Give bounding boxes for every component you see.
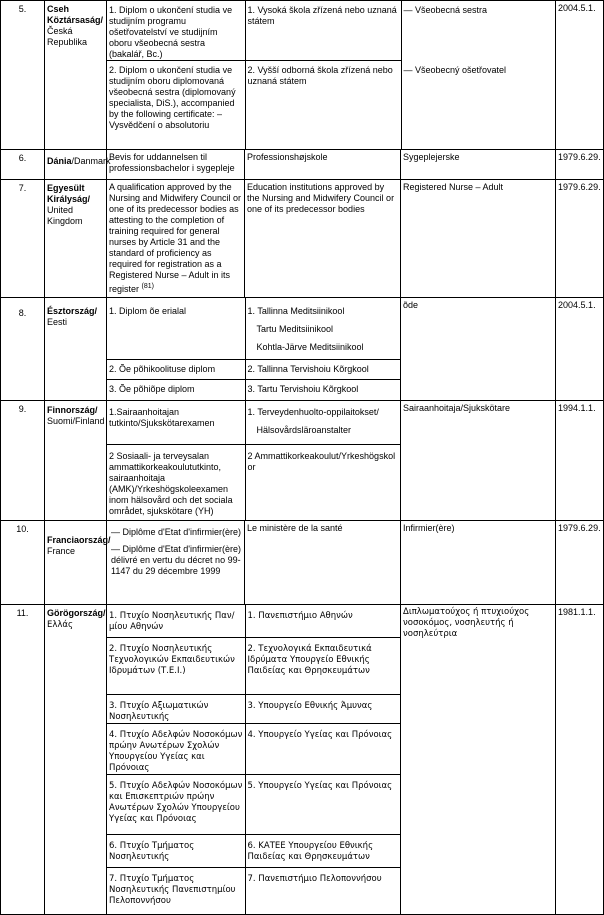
diploma-title — [107, 520, 245, 604]
professional-title: Sygeplejerske — [401, 149, 556, 179]
sub-rows-cell — [107, 604, 401, 914]
sub-rows-cell — [107, 297, 401, 400]
professional-title: Διπλωματούχος ή πτυχιούχος νοσοκόμος, νοσηλευτής ή νοσηλεύτρια — [401, 604, 556, 914]
professional-title: õde — [401, 297, 556, 400]
awarding-body: 2. Vyšší odborná škola zřízená nebo uznaná státem — [245, 61, 401, 149]
country-name-hu: Dánia — [47, 155, 72, 166]
diploma-title: Bevis for uddannelsen til professionsbachelor i sygepleje — [107, 149, 245, 179]
country-name-hu: Egyesült Királyság/ — [47, 182, 91, 204]
diploma-title: 2. Diplom o ukončení studia ve studijním oboru diplomovaná všeobecná sestra (diplomovaný specialista, DiS.), accompanied by the following certificate: – Vysvědčení o absolutoriu — [107, 61, 245, 149]
diploma-title: 4. Πτυχίο Αδελφών Νοσοκόμων πρώην Ανωτέρων Σχολών Υπουργείου Υγείας και Πρόνοιας — [107, 724, 245, 775]
awarding-body: 6. ΚΑΤΕΕ Υπουργείου Εθνικής Παιδείας και Θρησκευμάτων — [245, 835, 401, 868]
awarding-body: 2. Τεχνολογικά Εκπαιδευτικά Ιδρύματα Υπουργείο Εθνικής Παιδείας και Θρησκευμάτων — [245, 638, 401, 695]
row-number: 11. — [16, 607, 29, 618]
awarding-body: 7. Πανεπιστήμιο Πελοποννήσου — [247, 874, 382, 884]
country-name-local: United Kingdom — [47, 204, 83, 226]
date: 1981.1.1. — [558, 606, 596, 617]
awarding-body: Education institutions approved by the Nursing and Midwifery Council or one of its predecessor bodies — [245, 179, 401, 297]
awarding-body: Professionshøjskole — [245, 149, 401, 179]
awarding-body: 1. Πανεπιστήμιο Αθηνών — [245, 605, 401, 638]
institution: Hälsovårdsläroanstalter — [256, 424, 352, 435]
date-cell — [556, 1, 604, 150]
row-number: 5. — [18, 4, 27, 14]
row-number: 6. — [18, 152, 27, 163]
awarding-body — [245, 401, 401, 445]
diploma-title: 1. Diplom õe erialal — [107, 298, 245, 360]
diploma-title: 2. Õe põhikoolituse diplom — [107, 360, 245, 380]
row-number: 7. — [18, 182, 27, 193]
diploma-title: 6. Πτυχίο Τμήματος Νοσηλευτικής — [107, 835, 245, 868]
table-row — [1, 179, 604, 297]
table-row — [1, 604, 604, 914]
country-name-local: Eesti — [47, 316, 68, 327]
institution: Kohtla-Järve Meditsiinikool — [256, 341, 364, 352]
country-name-local: Ελλάς — [47, 619, 74, 630]
diploma-option: — Diplôme d'Etat d'infirmier(ère) délivré en vertu du décret no 99-1147 du 29 décembre 1999 — [111, 543, 241, 576]
professional-title: — Všeobecná sestra — [403, 5, 488, 15]
country-name-hu: Finnország/ — [47, 404, 98, 415]
sub-rows-cell — [107, 400, 401, 520]
country-name-local: France — [47, 545, 76, 556]
country-name-hu: Cseh Köztársaság/ — [47, 4, 104, 25]
diploma-title: 1. Diplom o ukončení studia ve studijním programu ošetřovatelství ve studijním oboru všeobecná sestra (bakalář, Bc.) — [107, 1, 245, 61]
diploma-title: 2 Sosiaali- ja terveysalan ammattikorkeakoulututkinto, sairaanhoitaja (AMK)/Yrkeshögskoleexamen inom hälsovård och det sociala området, sjukskötare (YH) — [107, 445, 245, 520]
country-name-hu: Franciaország/ — [47, 534, 111, 545]
institution: Tartu Meditsiinikool — [256, 323, 334, 334]
diploma-option: — Diplôme d'Etat d'infirmier(ère) — [111, 526, 241, 537]
professional-title: Infirmier(ère) — [401, 520, 556, 604]
diploma-title: 2. Πτυχίο Νοσηλευτικής Τεχνολογικών Εκπαιδευτικών Ιδρυμάτων (Τ.Ε.Ι.) — [107, 638, 245, 695]
row-number: 9. — [18, 403, 27, 414]
date: 2004.5.1. — [558, 299, 596, 310]
country-name-local: Česká Republika — [47, 26, 88, 47]
date: 1979.6.29. — [558, 151, 601, 162]
date: 1979.6.29. — [558, 181, 601, 192]
diploma-title: 3. Õe põhiõpe diplom — [107, 380, 245, 400]
date: 2004.5.1. — [558, 3, 596, 13]
diploma-title: 3. Πτυχίο Αξιωματικών Νοσηλευτικής — [107, 695, 245, 724]
professional-title: Sairaanhoitaja/Sjukskötare — [401, 400, 556, 520]
country-name-local: Suomi/Finland — [47, 415, 105, 426]
awarding-body: 3. Tartu Tervishoiu Kõrgkool — [247, 384, 359, 394]
awarding-body: 5. Υπουργείο Υγείας και Πρόνοιας — [245, 775, 401, 835]
table-row — [1, 149, 604, 179]
sub-rows-cell — [107, 1, 556, 150]
date: 1979.6.29. — [558, 522, 601, 533]
diploma-title: 1. Πτυχίο Νοσηλευτικής Παν/μίου Αθηνών — [107, 605, 245, 638]
professional-title: Registered Nurse – Adult — [401, 179, 556, 297]
awarding-body: 1. Vysoká škola zřízená nebo uznaná státem — [245, 1, 401, 61]
professional-title: — Všeobecný ošetřovatel — [403, 64, 507, 75]
date: 1994.1.1. — [558, 402, 596, 413]
awarding-body: 3. Υπουργείο Εθνικής Άμυνας — [245, 695, 401, 724]
table-row — [1, 1, 604, 150]
awarding-body: Le ministère de la santé — [245, 520, 401, 604]
institution: 1. Tallinna Meditsiinikool — [247, 305, 345, 316]
awarding-body: 2. Tallinna Tervishoiu Kõrgkool — [245, 360, 401, 380]
country-name-local: /Danmark — [71, 155, 111, 166]
table-row — [1, 400, 604, 520]
awarding-body — [245, 298, 401, 360]
diploma-title: 7. Πτυχίο Τμήματος Νοσηλευτικής Πανεπιστημίου Πελοποννήσου — [107, 868, 245, 914]
diploma-title: 1.Sairaanhoitajan tutkinto/Sjukskötarexamen — [107, 401, 245, 445]
table-row — [1, 520, 604, 604]
awarding-body: 2 Ammattikorkeakoulut/Yrkeshögskol or — [247, 451, 396, 472]
institution: 1. Terveydenhuolto-oppilaitokset/ — [247, 406, 379, 417]
country-name-hu: Görögország/ — [47, 607, 106, 618]
table-row — [1, 297, 604, 400]
diploma-title — [107, 179, 245, 297]
diploma-text: A qualification approved by the Nursing and Midwifery Council or one of its predecessor bodies as attesting to the completion of training required for general nurses by Article 31 and the standard of proficiency as required for registration as a Registered Nurse – Adult in its register — [109, 181, 242, 294]
footnote-ref[interactable]: (81) — [141, 282, 154, 290]
country-cell — [45, 1, 107, 150]
diploma-title: 5. Πτυχίο Αδελφών Νοσοκόμων και Επισκεπτριών πρώην Ανωτέρων Σχολών Υπουργείου Υγείας και Πρόνοιας — [107, 775, 245, 835]
row-number-cell — [1, 1, 45, 150]
country-name-hu: Észtország/ — [47, 305, 98, 316]
awarding-body: 4. Υπουργείο Υγείας και Πρόνοιας — [245, 724, 401, 775]
row-number: 10. — [16, 523, 29, 534]
row-number: 8. — [18, 307, 27, 318]
